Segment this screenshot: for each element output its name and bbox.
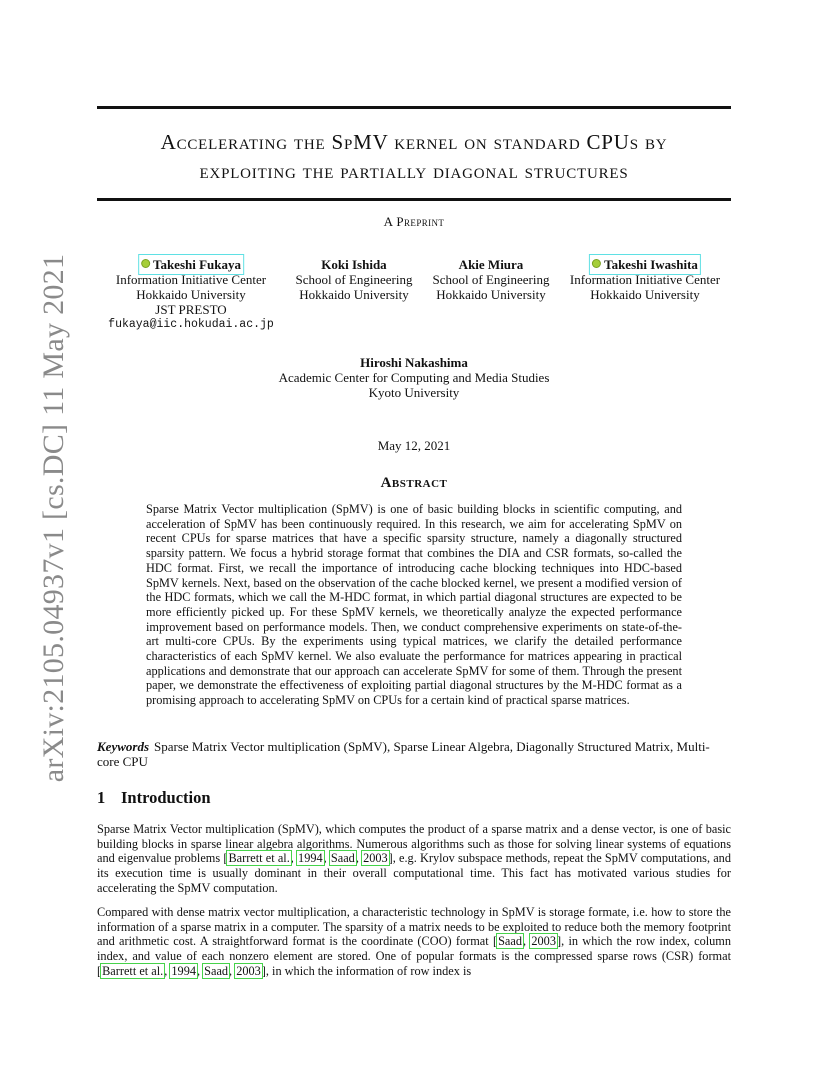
title-rule-top: [97, 106, 731, 109]
citation-link[interactable]: Barrett et al.: [102, 963, 164, 978]
keywords-label: Keywords: [97, 739, 149, 754]
author-name-link[interactable]: Takeshi Fukaya: [141, 257, 241, 272]
author-block-iwashita: [570, 257, 720, 302]
author-block-nakashima: [279, 355, 550, 400]
author-affiliation: Hokkaido University: [299, 287, 409, 302]
author-affiliation: Hokkaido University: [136, 287, 246, 302]
author-affiliation: JST PRESTO: [155, 302, 227, 317]
author-affiliation: Information Initiative Center: [569, 272, 721, 287]
orcid-icon[interactable]: [141, 259, 150, 268]
author-affiliation: Hokkaido University: [436, 287, 546, 302]
title-rule-bottom: [97, 198, 731, 201]
author-name-link[interactable]: Takeshi Iwashita: [592, 257, 698, 272]
orcid-icon[interactable]: [592, 259, 601, 268]
paper-title-line1: Accelerating the SpMV kernel on standard CPUs by: [160, 130, 668, 154]
citation-link[interactable]: 1994: [298, 851, 323, 866]
author-affiliation: Hokkaido University: [590, 287, 700, 302]
section-number: 1: [97, 788, 106, 807]
citation-link[interactable]: 2003: [236, 963, 261, 978]
paper-title-line2: exploiting the partially diagonal structures: [199, 159, 629, 183]
author-block-miura: [433, 257, 550, 302]
author-email: fukaya@iic.hokudai.ac.jp: [108, 318, 274, 331]
citation-link[interactable]: Saad: [498, 934, 522, 949]
preprint-label: A Preprint: [383, 214, 445, 229]
abstract-heading: Abstract: [380, 475, 448, 491]
citation-link[interactable]: 2003: [531, 934, 556, 949]
author-block-fukaya: [108, 257, 274, 332]
author-block-ishida: [296, 257, 413, 302]
author-affiliation: School of Engineering: [295, 272, 413, 287]
citation-link[interactable]: Saad: [204, 963, 229, 978]
author-affiliation: School of Engineering: [432, 272, 550, 287]
arxiv-identifier: arXiv:2105.04937v1 [cs.DC] 11 May 2021: [37, 253, 70, 783]
section-heading: [97, 788, 211, 808]
citation-link[interactable]: Saad: [330, 851, 355, 866]
citation-link[interactable]: 2003: [363, 851, 388, 866]
citation-link[interactable]: 1994: [171, 963, 196, 978]
author-affiliation: Information Initiative Center: [115, 272, 267, 287]
citation-link[interactable]: Barrett et al.: [228, 851, 290, 866]
abstract-text: Sparse Matrix Vector multiplication (SpMV) is one of basic building blocks in scientific computing, and acceleration of SpMV has been continuously required. In this research, we aim for accelerating SpMV on recent CPUs for sparse matrices that have a specific sparsity structure, namely a diagonally structured sparsity pattern. We focus a hybrid storage format that combines the DIA and CSR formats, so-called the HDC format. First, we recall the importance of introducing cache blocking techniques into HDC-based SpMV kernels. Next, based on the observation of the cache blocked kernel, we present a modified version of the HDC formats, which we call the M-HDC format, in which partial diagonal structures are expected to be more efficiently picked up. For these SpMV kernels, we theoretically analyze the expected performance improvement based on performance models. Then, we conduct comprehensive experiments on state-of-the-art multi-core CPUs. By the experiments using typical matrices, we clarify the detailed performance characteristics of each SpMV kernel. We also evaluate the performance for matrices appearing in practical applications and demonstrate that our approach can accelerate SpMV for some of them. Through the present paper, we demonstrate the effectiveness of exploiting partial diagonal structures by the M-HDC format as a promising approach to accelerating SpMV on CPUs for a certain kind of practical sparse matrices.: [146, 502, 682, 708]
author-name: Akie Miura: [458, 257, 524, 272]
intro-paragraph-2: Compared with dense matrix vector multiplication, a characteristic technology in SpMV is storage formate, i.e. how to store the information of a sparse matrix in a computer. The sparsity of a matrix needs to be exploited to reduce both the memory footprint and arithmetic cost. A straightforward format is the coordinate (COO) format [Saad, 2003], in which the row index, column index, and value of each nonzero element are stored. One of popular formats is the compressed sparse rows (CSR) format [Barrett et al., 1994, Saad, 2003], in which the information of row index is: [97, 905, 731, 978]
paper-date: May 12, 2021: [377, 438, 451, 453]
keywords-block: [97, 739, 731, 769]
author-affiliation: Kyoto University: [368, 385, 460, 400]
author-affiliation: Academic Center for Computing and Media Studies: [278, 370, 550, 385]
keywords-text: Sparse Matrix Vector multiplication (SpMV), Sparse Linear Algebra, Diagonally Structured Matrix, Multi-core CPU: [97, 739, 710, 769]
intro-paragraph-1: Sparse Matrix Vector multiplication (SpMV), which computes the product of a sparse matrix and a dense vector, is one of basic building blocks in sparse linear algebra algorithms. Numerous algorithms such as those for solving linear systems of equations and eigenvalue problems [Barrett et al., 1994, Saad, 2003], e.g. Krylov subspace methods, repeat the SpMV computations, and its execution time is usually dominant in their overall computational time. This fact has motivated various studies for accelerating the SpMV computation.: [97, 822, 731, 895]
author-name: Koki Ishida: [321, 257, 387, 272]
author-name: Hiroshi Nakashima: [360, 355, 468, 370]
section-title: Introduction: [121, 788, 211, 807]
